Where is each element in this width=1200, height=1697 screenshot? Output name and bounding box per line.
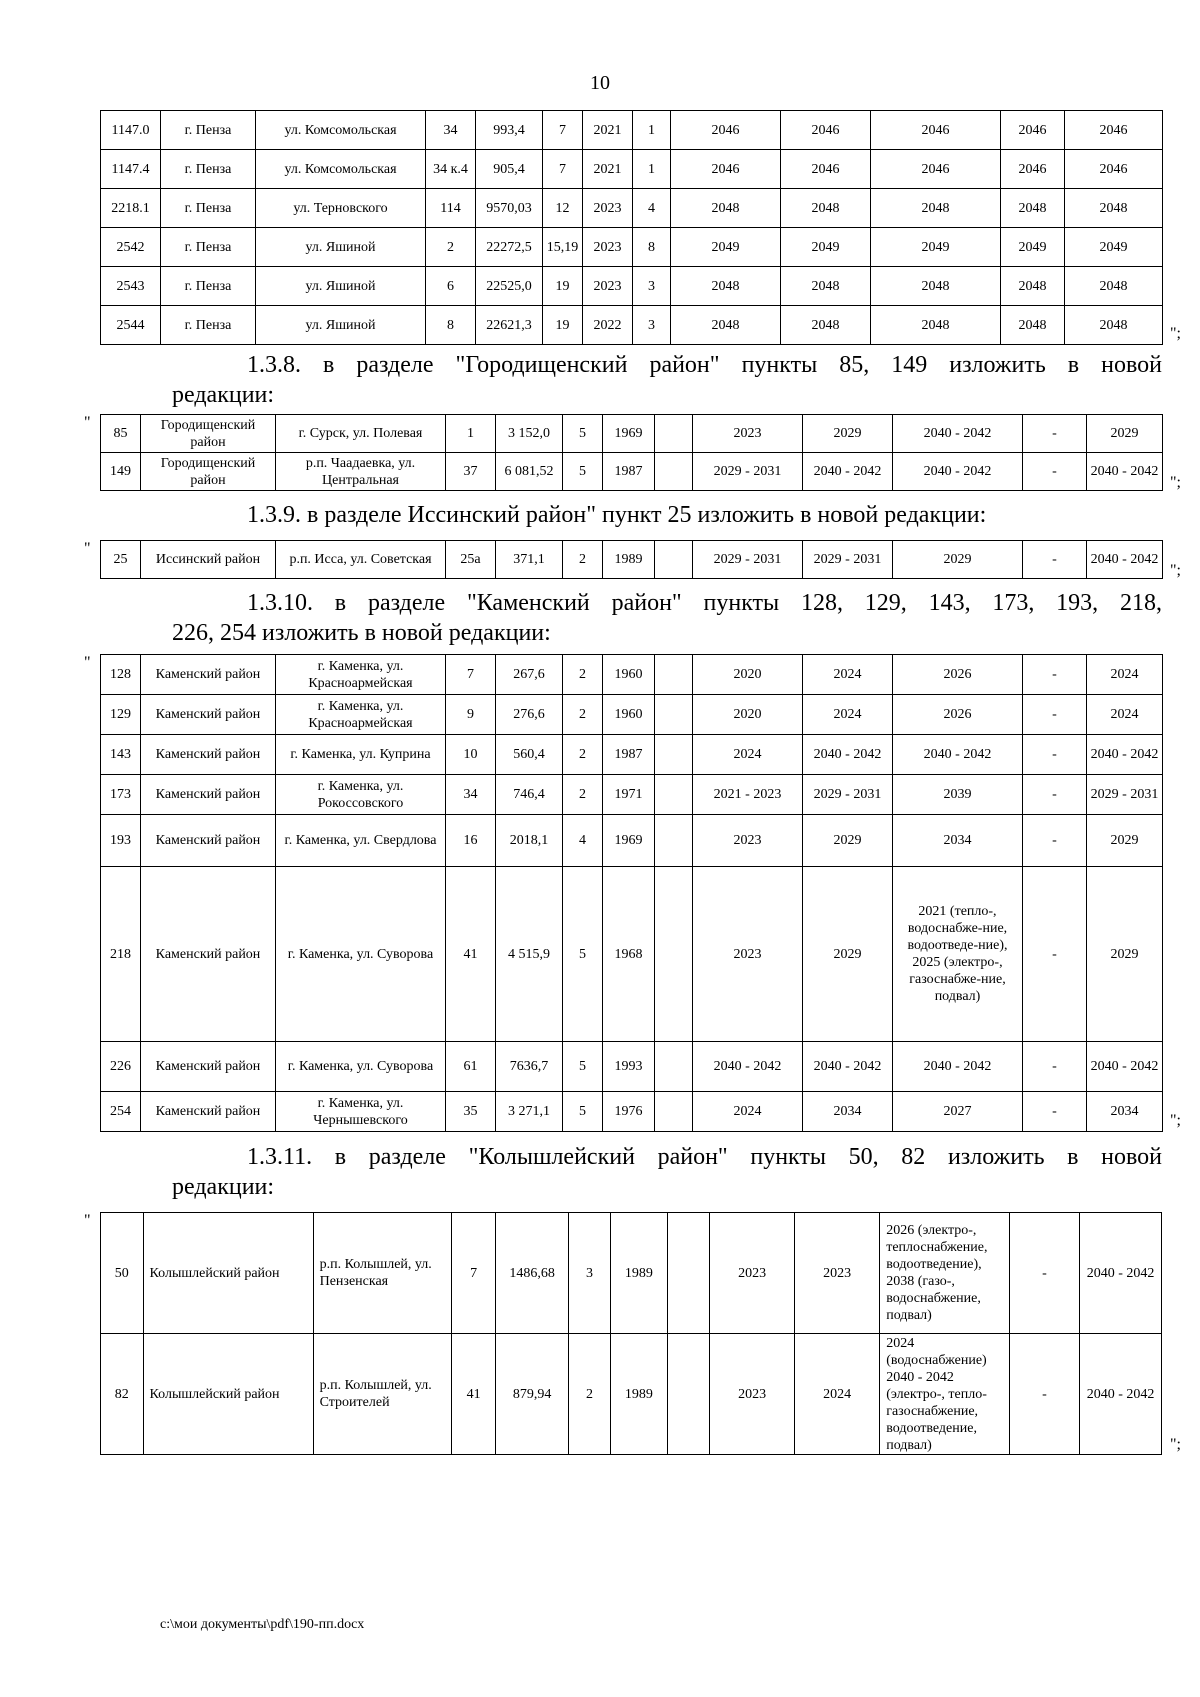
table-cell: г. Пенза [161,267,256,306]
table-cell: 2029 - 2031 [693,541,803,579]
table-cell: 2046 [1001,150,1065,189]
table-cell: г. Каменка, ул. Суворова [276,867,446,1042]
table-cell: 2 [563,655,603,695]
table-cell: 41 [446,867,496,1042]
table-row [101,150,1163,189]
table-cell: 2048 [1001,267,1065,306]
table-cell: 2040 - 2042 [893,415,1023,453]
table-cell: 905,4 [476,150,543,189]
paragraph-1-3-9 [172,500,1162,530]
table-cell: 2543 [101,267,161,306]
table-cell: 1960 [603,655,655,695]
table-cell: 41 [451,1334,496,1455]
table-cell: 2218.1 [101,189,161,228]
table-cell: 2048 [1065,189,1163,228]
table-cell: 2018,1 [496,815,563,867]
opening-quote: " [84,654,91,671]
table-cell: 2029 [1087,415,1163,453]
table-cell: 2049 [1065,228,1163,267]
table-cell: 173 [101,775,141,815]
table-cell [655,815,693,867]
table-cell: - [1023,1092,1087,1132]
table-cell: 2023 [710,1213,795,1334]
table-cell: 25а [446,541,496,579]
table-cell: Городищенский район [141,453,276,491]
table-row [101,189,1163,228]
table-cell: 2 [563,735,603,775]
table-cell: - [1023,815,1087,867]
table-cell: 276,6 [496,695,563,735]
table-cell: 2023 [710,1334,795,1455]
table-cell: 2048 [871,189,1001,228]
table-cell: 2024 [693,735,803,775]
closing-quote: "; [1170,1112,1181,1129]
paragraph-line: 226, 254 изложить в новой редакции: [172,620,551,646]
table-cell: 1969 [603,415,655,453]
table-cell: 2023 [693,415,803,453]
table-cell: р.п. Чаадаевка, ул. Центральная [276,453,446,491]
paragraph-line: 1.3.9. в разделе Иссинский район" пункт 25 изложить в новой редакции: [247,502,987,528]
table-cell: 2046 [1065,150,1163,189]
table-cell: 34 [446,775,496,815]
table-cell: 2049 [1001,228,1065,267]
table-cell: Каменский район [141,695,276,735]
table-cell: 2020 [693,655,803,695]
table-cell: 1969 [603,815,655,867]
table-cell: 2023 [693,867,803,1042]
table-cell: 1486,68 [496,1213,568,1334]
table-cell: 2048 [1001,306,1065,345]
table-cell: 2023 [795,1213,880,1334]
table-cell: - [1023,655,1087,695]
table-cell: 1 [633,150,671,189]
table-cell: 2029 [1087,815,1163,867]
table-cell: 1987 [603,453,655,491]
table-cell: 2029 [803,815,893,867]
paragraph-line: 1.3.10. в разделе "Каменский район" пункты 128, 129, 143, 173, 193, 218, [247,590,1162,616]
table-cell: 9 [446,695,496,735]
table-cell: - [1009,1334,1079,1455]
table-cell: р.п. Исса, ул. Советская [276,541,446,579]
table-cell: г. Каменка, ул. Куприна [276,735,446,775]
table-cell: Каменский район [141,867,276,1042]
table-cell: г. Каменка, ул. Чернышевского [276,1092,446,1132]
table-cell: 4 [633,189,671,228]
table-cell: г. Каменка, ул. Свердлова [276,815,446,867]
table-cell: 1989 [611,1334,667,1455]
table-cell: 2 [426,228,476,267]
table-cell: 2046 [671,150,781,189]
table-cell: ул. Терновского [256,189,426,228]
table-cell: 2048 [671,267,781,306]
table-cell: 1989 [603,541,655,579]
table-cell [655,541,693,579]
table-cell: 2023 [583,228,633,267]
table-issa [100,540,1163,579]
table-cell: 50 [101,1213,144,1334]
table-row [101,111,1163,150]
table-cell: г. Пенза [161,228,256,267]
closing-quote: "; [1170,474,1181,491]
table-row [101,1334,1162,1455]
table-cell: 1147.4 [101,150,161,189]
table-cell: - [1023,415,1087,453]
table-cell: 25 [101,541,141,579]
table-cell [655,655,693,695]
table-cell: 2023 [583,267,633,306]
table-cell: Иссинский район [141,541,276,579]
table-cell: 7 [446,655,496,695]
table-cell: 2040 - 2042 [1087,541,1163,579]
table-cell: 267,6 [496,655,563,695]
table-cell: г. Каменка, ул. Суворова [276,1042,446,1092]
table-cell: 2034 [893,815,1023,867]
closing-quote: "; [1170,1436,1181,1453]
table-cell: 19 [543,306,583,345]
table-cell: 2039 [893,775,1023,815]
table-cell: р.п. Колышлей, ул. Пензенская [313,1213,451,1334]
table-cell: ул. Яшиной [256,228,426,267]
table-row [101,815,1163,867]
table-cell: 2046 [781,150,871,189]
table-cell: 15,19 [543,228,583,267]
table-cell: ул. Яшиной [256,306,426,345]
table-cell: 2026 (электро-, теплоснабжение, водоотведение), 2038 (газо-, водоснабжение, подвал) [880,1213,1010,1334]
table-cell: - [1023,453,1087,491]
table-cell: 2049 [871,228,1001,267]
table-cell: 3 [568,1213,611,1334]
table-cell: 993,4 [476,111,543,150]
table-cell: 5 [563,453,603,491]
table-cell: 2029 [1087,867,1163,1042]
table-cell: Каменский район [141,775,276,815]
table-cell [655,867,693,1042]
table-cell: Колышлейский район [143,1213,313,1334]
table-cell: 2024 [795,1334,880,1455]
table-cell: 22525,0 [476,267,543,306]
table-cell: 8 [426,306,476,345]
table-row [101,541,1163,579]
table-cell: Каменский район [141,655,276,695]
table-cell: 2 [568,1334,611,1455]
table-cell: 2021 (тепло-, водоснабже-ние, водоотведе-ние), 2025 (электро-, газоснабже-ние, подвал) [893,867,1023,1042]
table-kolyshley [100,1212,1162,1455]
table-cell: 8 [633,228,671,267]
table-cell: 2024 [803,655,893,695]
table-cell: - [1009,1213,1079,1334]
table-cell: 2048 [1065,306,1163,345]
table-cell: Каменский район [141,815,276,867]
table-cell: 2029 - 2031 [803,775,893,815]
table-cell: 2049 [781,228,871,267]
table-cell: 37 [446,453,496,491]
paragraph-line: 1.3.8. в разделе "Городищенский район" пункты 85, 149 изложить в новой [247,352,1162,378]
table-cell: Каменский район [141,1092,276,1132]
table-cell: 3 [633,267,671,306]
table-cell: 2024 [1087,695,1163,735]
table-cell: 1968 [603,867,655,1042]
table-cell: 35 [446,1092,496,1132]
table-row [101,867,1163,1042]
table-cell: 3 [633,306,671,345]
table-cell: 2046 [871,150,1001,189]
table-cell: г. Пенза [161,306,256,345]
table-cell: 2046 [1065,111,1163,150]
table-cell: 16 [446,815,496,867]
table-cell: - [1023,695,1087,735]
table-cell: 7 [543,150,583,189]
table-cell: Каменский район [141,1042,276,1092]
table-cell: 1 [446,415,496,453]
table-row [101,1213,1162,1334]
table-cell: 143 [101,735,141,775]
table-cell: 2048 [871,306,1001,345]
table-cell: 2040 - 2042 [1087,453,1163,491]
table-cell [655,695,693,735]
table-cell: 218 [101,867,141,1042]
table-cell: 2024 (водоснабжение) 2040 - 2042 (электро-, тепло-газоснабжение, водоотведение, подвал) [880,1334,1010,1455]
table-cell: 61 [446,1042,496,1092]
table-cell: 2046 [871,111,1001,150]
table-cell: 2040 - 2042 [893,1042,1023,1092]
table-cell: 2040 - 2042 [1080,1334,1162,1455]
table-cell: 2023 [693,815,803,867]
table-cell: 3 271,1 [496,1092,563,1132]
table-cell: 254 [101,1092,141,1132]
table-cell: 2029 - 2031 [1087,775,1163,815]
table-cell: 193 [101,815,141,867]
table-cell: 2020 [693,695,803,735]
table-cell: 2040 - 2042 [1080,1213,1162,1334]
table-cell: 2048 [1065,267,1163,306]
page-number: 10 [590,72,610,94]
table-cell: 1147.0 [101,111,161,150]
table-cell: 4 515,9 [496,867,563,1042]
table-cell: 2048 [781,306,871,345]
table-cell: 2021 - 2023 [693,775,803,815]
table-cell: Каменский район [141,735,276,775]
table-row [101,228,1163,267]
table-cell: г. Сурск, ул. Полевая [276,415,446,453]
table-cell: 149 [101,453,141,491]
table-cell: 2021 [583,111,633,150]
table-cell: ул. Яшиной [256,267,426,306]
table-cell: 10 [446,735,496,775]
table-cell: 560,4 [496,735,563,775]
table-cell: г. Пенза [161,111,256,150]
table-cell: 85 [101,415,141,453]
table-cell: 879,94 [496,1334,568,1455]
table-cell: ул. Комсомольская [256,150,426,189]
table-cell: - [1023,1042,1087,1092]
table-cell: 2029 [803,415,893,453]
table-row [101,695,1163,735]
table-cell: - [1023,541,1087,579]
table-cell: 2026 [893,655,1023,695]
table-cell: 7 [543,111,583,150]
table-cell [667,1334,710,1455]
table-cell: г. Каменка, ул. Красноармейская [276,655,446,695]
table-cell: 2046 [781,111,871,150]
paragraph-1-3-10 [172,588,1162,648]
table-cell: 2029 - 2031 [693,453,803,491]
opening-quote: " [84,1212,91,1229]
table-cell: р.п. Колышлей, ул. Строителей [313,1334,451,1455]
table-cell: 2021 [583,150,633,189]
table-cell: 1976 [603,1092,655,1132]
table-cell: г. Каменка, ул. Красноармейская [276,695,446,735]
table-cell: 12 [543,189,583,228]
table-cell: 2027 [893,1092,1023,1132]
paragraph-line: редакции: [172,382,275,408]
table-cell [655,1092,693,1132]
table-cell: 2023 [583,189,633,228]
table-cell: 2544 [101,306,161,345]
table-cell: 129 [101,695,141,735]
closing-quote: "; [1170,325,1181,342]
table-cell: 2026 [893,695,1023,735]
table-cell [655,1042,693,1092]
table-cell: 2048 [781,267,871,306]
table-cell: Колышлейский район [143,1334,313,1455]
table-cell: 2040 - 2042 [893,453,1023,491]
table-cell: 22621,3 [476,306,543,345]
table-cell: 1987 [603,735,655,775]
table-cell: 4 [563,815,603,867]
table-cell: 2034 [803,1092,893,1132]
table-cell: 2040 - 2042 [693,1042,803,1092]
table-cell: 6 081,52 [496,453,563,491]
table-cell: г. Пенза [161,189,256,228]
table-cell: 5 [563,867,603,1042]
table-row [101,306,1163,345]
table-cell: 3 152,0 [496,415,563,453]
table-cell: 22272,5 [476,228,543,267]
opening-quote: " [84,540,91,557]
table-cell: 7 [451,1213,496,1334]
table-cell: 82 [101,1334,144,1455]
table-cell: - [1023,775,1087,815]
table-cell: 2022 [583,306,633,345]
table-kamenka [100,654,1163,1132]
table-cell: 5 [563,1092,603,1132]
table-cell: 2 [563,695,603,735]
table-row [101,655,1163,695]
table-cell: 2040 - 2042 [803,735,893,775]
table-cell: 2048 [781,189,871,228]
table-cell: 128 [101,655,141,695]
table-cell: 2040 - 2042 [893,735,1023,775]
table-row [101,415,1163,453]
footer-file-path: c:\мои документы\pdf\190-пп.docx [160,1617,365,1632]
table-cell: 2029 [803,867,893,1042]
table-cell [667,1213,710,1334]
table-cell: 2029 [893,541,1023,579]
table-penza [100,110,1163,345]
table-cell: 371,1 [496,541,563,579]
table-cell: 9570,03 [476,189,543,228]
table-cell: 2 [563,775,603,815]
table-cell: 1993 [603,1042,655,1092]
table-cell: 2046 [1001,111,1065,150]
table-cell: 226 [101,1042,141,1092]
table-cell: ул. Комсомольская [256,111,426,150]
table-cell: 2040 - 2042 [1087,1042,1163,1092]
table-cell: 2024 [803,695,893,735]
table-cell: 2048 [671,189,781,228]
paragraph-line: редакции: [172,1174,275,1200]
table-cell: 114 [426,189,476,228]
table-row [101,1042,1163,1092]
paragraph-1-3-8 [172,350,1162,410]
table-row [101,1092,1163,1132]
table-cell: 2 [563,541,603,579]
table-cell: 2040 - 2042 [1087,735,1163,775]
table-cell [655,415,693,453]
table-cell: 2048 [871,267,1001,306]
paragraph-line: 1.3.11. в разделе "Колышлейский район" пункты 50, 82 изложить в новой [247,1144,1162,1170]
table-row [101,735,1163,775]
table-cell [655,453,693,491]
table-cell: 5 [563,415,603,453]
table-cell: 6 [426,267,476,306]
table-cell [655,775,693,815]
table-cell: 2034 [1087,1092,1163,1132]
table-cell: г. Каменка, ул. Рокоссовского [276,775,446,815]
table-cell: - [1023,867,1087,1042]
table-cell: - [1023,735,1087,775]
table-row [101,267,1163,306]
table-cell: 1971 [603,775,655,815]
table-cell: 34 к.4 [426,150,476,189]
table-cell: 19 [543,267,583,306]
table-cell: г. Пенза [161,150,256,189]
table-cell: 2049 [671,228,781,267]
opening-quote: " [84,414,91,431]
table-cell: 2040 - 2042 [803,1042,893,1092]
table-cell: 1960 [603,695,655,735]
table-cell: 2048 [1001,189,1065,228]
table-cell: 2048 [671,306,781,345]
table-cell: 2542 [101,228,161,267]
table-cell: 7636,7 [496,1042,563,1092]
table-cell: 1989 [611,1213,667,1334]
table-cell: 2046 [671,111,781,150]
table-cell: 2029 - 2031 [803,541,893,579]
table-cell: 2024 [693,1092,803,1132]
table-cell: Городищенский район [141,415,276,453]
paragraph-1-3-11 [172,1142,1162,1202]
table-cell: 1 [633,111,671,150]
table-cell: 2024 [1087,655,1163,695]
table-cell [655,735,693,775]
table-cell: 34 [426,111,476,150]
closing-quote: "; [1170,562,1181,579]
table-cell: 746,4 [496,775,563,815]
table-gorodishche [100,414,1163,491]
table-row [101,775,1163,815]
table-row [101,453,1163,491]
table-cell: 2040 - 2042 [803,453,893,491]
table-cell: 5 [563,1042,603,1092]
